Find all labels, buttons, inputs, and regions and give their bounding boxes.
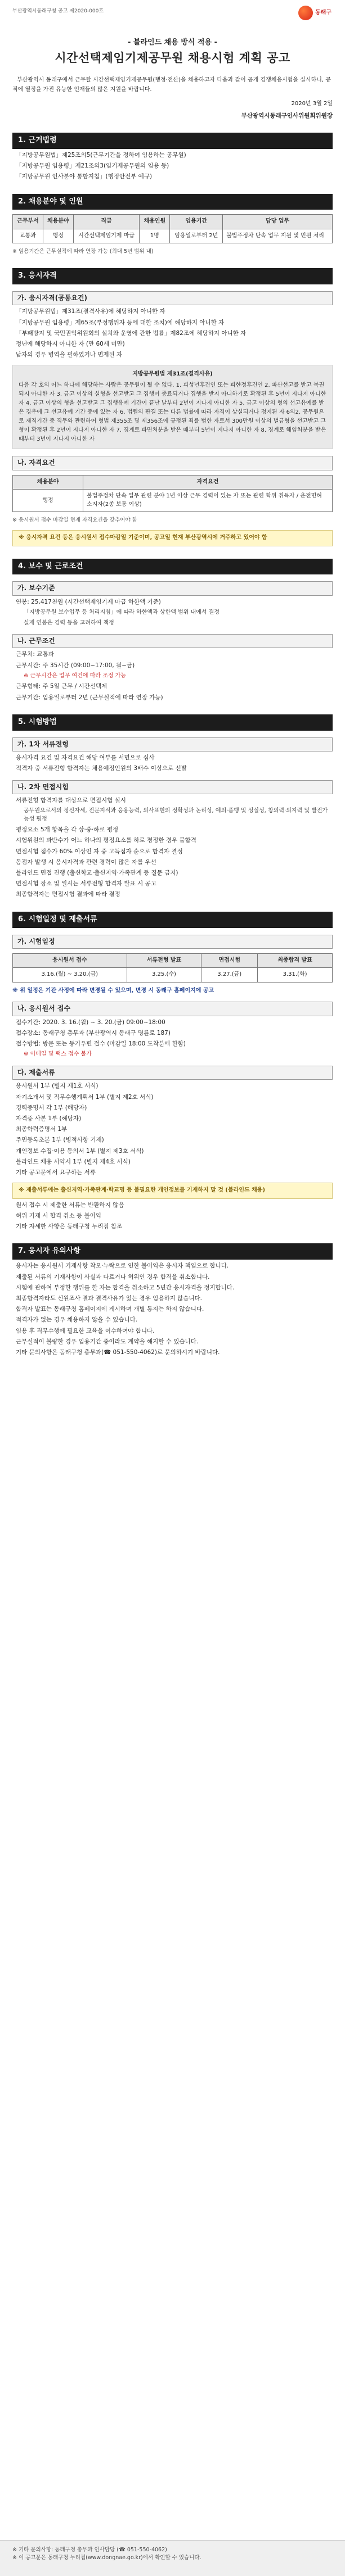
- list-item: 원서 접수 시 제출한 서류는 반환하지 않음: [16, 1201, 124, 1208]
- table-header-row: [13, 953, 333, 968]
- subsection-heading: 나. 응시원서 접수: [12, 1002, 333, 1016]
- table-row: [13, 490, 333, 512]
- table-cell: 불법주정차 단속 업무 지원 및 민원 처리: [223, 229, 333, 243]
- list-item: 허위 기재 시 합격 취소 등 불이익: [16, 1212, 101, 1220]
- list-item: 임용 후 직무수행에 필요한 교육을 이수하여야 합니다.: [16, 1327, 155, 1334]
- table-header: 자격요건: [83, 475, 332, 490]
- list-item: 제출된 서류의 기재사항이 사실과 다르거나 허위인 경우 합격을 취소합니다.: [16, 1273, 210, 1280]
- list-item: 시험위원의 과반수가 어느 하나의 평정요소를 하로 평정한 경우 불합격: [16, 837, 196, 844]
- table-cell: 1명: [140, 229, 170, 243]
- list-item: 동점자 발생 시 응시자격과 관련 경력이 많은 자를 우선: [16, 858, 156, 866]
- list-item: 근무시간: 주 35시간 (09:00~17:00, 월~금): [16, 662, 135, 669]
- list-item: 「지방공무원 임용령」제65조(부정행위자 등에 대한 조치)에 해당하지 아니한 자: [16, 319, 225, 326]
- list-item: 연봉: 25,417천원 (시간선택제임기제 마급 하한액 기준): [16, 598, 161, 605]
- list-item: 개인정보 수집·이용 동의서 1부 (별지 제3호 서식): [16, 1147, 144, 1155]
- notice-number: 부산광역시동래구청 공고 제2020-000호: [12, 8, 104, 14]
- section-heading: 3. 응시자격: [12, 268, 333, 284]
- list-item: 자격증 사본 1부 (해당자): [16, 1115, 82, 1122]
- table-cell: 시간선택제임기제 마급: [73, 229, 140, 243]
- section-heading: 2. 채용분야 및 인원: [12, 194, 333, 210]
- list-item: 적격자 중 서류전형 합격자는 채용예정인원의 3배수 이상으로 선발: [16, 765, 187, 772]
- subsection-heading: 가. 1차 서류전형: [12, 737, 333, 751]
- list-item: 근무형태: 주 5일 근무 / 시간선택제: [16, 683, 107, 690]
- list-item: 「지방공무원법」제31조(결격사유)에 해당하지 아니한 자: [16, 308, 165, 315]
- requirements-table: [12, 475, 333, 513]
- table-header: 임용기간: [170, 215, 223, 229]
- logo: [298, 6, 331, 20]
- table-note: ※ 응시원서 접수 마감일 현재 자격요건을 갖추어야 함: [12, 517, 137, 524]
- list-item: 공무원으로서의 정신자세, 전문지식과 응용능력, 의사표현의 정확성과 논리성, 예의·품행 및 성실성, 창의력·의지력 및 발전가능성 평정: [24, 808, 328, 822]
- subsection-heading: 가. 응시자격(공통요건): [12, 291, 333, 305]
- list-item: 접수기간: 2020. 3. 16.(월) ~ 3. 20.(금) 09:00~18:00: [16, 1018, 165, 1026]
- table-row: [13, 229, 333, 243]
- subsection-heading: 나. 근무조건: [12, 634, 333, 648]
- list-item: 서류전형 합격자를 대상으로 면접시험 실시: [16, 796, 126, 804]
- list-item: 최종합격자라도 신원조사 결과 결격사유가 있는 경우 임용하지 않습니다.: [16, 1294, 202, 1302]
- table-header: 근무부서: [13, 215, 43, 229]
- list-item: 기타 자세한 사항은 동래구청 누리집 참조: [16, 1223, 123, 1230]
- disqualification-box: [12, 365, 333, 449]
- section-heading: 6. 시험일정 및 제출서류: [12, 912, 333, 928]
- list-item: 경력증명서 각 1부 (해당자): [16, 1104, 87, 1111]
- table-note: ※ 임용기간은 근무실적에 따라 연장 가능 (최대 5년 범위 내): [12, 248, 154, 255]
- table-header: 채용분야: [43, 215, 73, 229]
- table-header-row: [13, 475, 333, 490]
- logo-text: 동래구: [315, 9, 331, 16]
- subsection-heading: 가. 보수기준: [12, 581, 333, 595]
- table-cell: 3.25.(수): [127, 968, 201, 983]
- list-item: 실제 연봉은 경력 등을 고려하여 책정: [24, 619, 114, 626]
- list-item: 면접시험 점수가 60% 이상인 자 중 고득점자 순으로 합격자 결정: [16, 848, 183, 855]
- list-item: 남자의 경우 병역을 필하였거나 면제된 자: [16, 351, 123, 359]
- subsection-heading: 다. 제출서류: [12, 1066, 333, 1080]
- table-header: 채용분야: [13, 475, 83, 490]
- list-item: 정년에 해당하지 아니한 자 (만 60세 미만): [16, 341, 125, 348]
- table-header: 채용인원: [140, 215, 170, 229]
- page-title: 시간선택제임기제공무원 채용시험 계획 공고: [55, 51, 290, 65]
- table-header: 면접시험: [201, 953, 258, 968]
- announcement-date: 2020년 3월 2일: [291, 101, 333, 107]
- intro-paragraph: 부산광역시 동래구에서 근무할 시간선택제임기제공무원(행정·전산)을 채용하고자 다음과 같이 공개 경쟁채용시험을 실시하니, 공직에 열정을 가진 유능한 인재들의 많은 지원을 바랍니다.: [12, 77, 331, 93]
- box-text: 다음 각 호의 어느 하나에 해당하는 사람은 공무원이 될 수 없다. 1. 피성년후견인 또는 피한정후견인 2. 파산선고를 받고 복권되지 아니한 자 3. 금고 이상의 실형을 선고받고 그 집행이 종료되거나 집행을 받지 아니하기로 확정된 후 5년이 지나지 아니한 자 4. 금고 이상의 형을 선고받고 그 집행유예 기간이 끝난 날부터 2년이 지나지 아니한 자 5. 금고 이상의 형의 선고유예를 받은 경우에 그 선고유예 기간 중에 있는 자 6. 법원의 판결 또는 다른 법률에 따라 자격이 상실되거나 정지된 자 6의2. 공무원으로 재직기간 중 직무와 관련하여 형법 제355조 및 제356조에 규정된 죄를 범한 자로서 300만원 이상의 벌금형을 선고받고 그 형이 확정된 후 2년이 지나지 아니한 자 7. 징계로 파면처분을 받은 때부터 5년이 지나지 아니한 자 8. 징계로 해임처분을 받은 때부터 3년이 지나지 아니한 자: [19, 382, 326, 443]
- title-subtitle: - 블라인드 채용 방식 적용 -: [127, 38, 217, 47]
- list-item: 평정요소 5개 항목을 각 상·중·하로 평정: [16, 826, 119, 834]
- section-heading: 7. 응시자 유의사항: [12, 1243, 333, 1260]
- subsection-heading: 나. 자격요건: [12, 456, 333, 470]
- footer-line: ※ 기타 문의사항: 동래구청 총무과 인사담당 (☎ 051-550-4062): [12, 2547, 167, 2553]
- list-item: 면접시험 장소 및 일시는 서류전형 합격자 발표 시 공고: [16, 880, 156, 888]
- issuing-organization: 부산광역시동래구인사위원회위원장: [241, 112, 333, 119]
- table-cell: 행정: [13, 490, 83, 512]
- table-header: 최종합격 발표: [258, 953, 333, 968]
- title-block: [12, 38, 333, 66]
- footer-line: ※ 이 공고문은 동래구청 누리집(www.dongnae.go.kr)에서 확인할 수 있습니다.: [12, 2554, 201, 2561]
- list-item: 「지방공무원 임용령」제21조의3(임기제공무원의 임용 등): [16, 162, 169, 170]
- table-cell: 불법주정차 단속 업무 관련 분야 1년 이상 근무 경력이 있는 자 또는 관련 학위 취득자 / 운전면허 소지자(2종 보통 이상): [83, 490, 332, 512]
- schedule-table: [12, 953, 333, 983]
- list-item: 「부패방지 및 국민권익위원회의 설치와 운영에 관한 법률」제82조에 해당하지 아니한 자: [16, 329, 247, 337]
- section-heading: 4. 보수 및 근로조건: [12, 559, 333, 575]
- list-item: 블라인드 면접 진행 (출신학교·출신지역·가족관계 등 질문 금지): [16, 870, 178, 877]
- logo-icon: [298, 6, 313, 20]
- list-item: 기타 문의사항은 동래구청 총무과(☎ 051-550-4062)로 문의하시기 바랍니다.: [16, 1349, 220, 1356]
- list-item: ※ 근무시간은 업무 여건에 따라 조정 가능: [24, 672, 127, 679]
- table-header: 직급: [73, 215, 140, 229]
- highlight-note: ※ 제출서류에는 출신지역·가족관계·학교명 등 불필요한 개인정보를 기재하지 말 것 (블라인드 채용): [12, 1183, 333, 1199]
- list-item: 기타 공고문에서 요구하는 서류: [16, 1169, 96, 1176]
- table-cell: 3.31.(화): [258, 968, 333, 983]
- section-heading: 5. 시험방법: [12, 714, 333, 731]
- section-heading: 1. 근거법령: [12, 133, 333, 149]
- table-header: 응시원서 접수: [13, 953, 127, 968]
- list-item: 최종합격자는 면접시험 결과에 따라 결정: [16, 891, 120, 898]
- schedule-note: ※ 위 일정은 기관 사정에 따라 변경될 수 있으며, 변경 시 동래구 홈페이지에 공고: [12, 987, 214, 994]
- highlight-note: ※ 응시자격 요건 등은 응시원서 접수마감일 기준이며, 공고일 현재 부산광역시에 거주하고 있어야 함: [12, 530, 333, 546]
- recruitment-table: [12, 214, 333, 243]
- list-item: 최종학력증명서 1부: [16, 1126, 68, 1133]
- list-item: 시험에 관하여 부정한 행위를 한 자는 합격을 취소하고 5년간 응시자격을 정지합니다.: [16, 1284, 235, 1291]
- list-item: 「지방공무원 보수업무 등 처리지침」에 따라 하한액과 상한액 범위 내에서 결정: [24, 609, 220, 616]
- list-item: 블라인드 채용 서약서 1부 (별지 제4호 서식): [16, 1158, 131, 1165]
- list-item: 「지방공무원 인사분야 통합지침」(행정안전부 예규): [16, 173, 153, 180]
- list-item: 자기소개서 및 직무수행계획서 1부 (별지 제2호 서식): [16, 1093, 154, 1101]
- table-header: 서류전형 발표: [127, 953, 201, 968]
- subsection-heading: 가. 시험일정: [12, 935, 333, 949]
- list-item: 응시자는 응시원서 기재사항 착오·누락으로 인한 불이익은 응시자 책임으로 합니다.: [16, 1262, 229, 1270]
- table-cell: 3.27.(금): [201, 968, 258, 983]
- list-item: 응시원서 1부 (별지 제1호 서식): [16, 1083, 98, 1090]
- table-header: 담당 업무: [223, 215, 333, 229]
- subsection-heading: 나. 2차 면접시험: [12, 780, 333, 794]
- list-item: 근무기간: 임용일로부터 2년 (근무실적에 따라 연장 가능): [16, 694, 163, 701]
- list-item: 적격자가 없는 경우 채용하지 않을 수 있습니다.: [16, 1316, 138, 1324]
- list-item: 접수방법: 방문 또는 등기우편 접수 (마감일 18:00 도착분에 한함): [16, 1040, 186, 1048]
- list-item: 근무실적이 불량한 경우 임용기간 중이라도 계약을 해지할 수 있습니다.: [16, 1338, 199, 1345]
- table-row: [13, 968, 333, 983]
- table-cell: 행정: [43, 229, 73, 243]
- list-item: 접수장소: 동래구청 총무과 (부산광역시 동래구 명륜로 187): [16, 1030, 171, 1037]
- box-title: 지방공무원법 제31조(결격사유): [132, 371, 213, 378]
- table-cell: 교통과: [13, 229, 43, 243]
- list-item: 응시자격 요건 및 자격요건 해당 여부를 서면으로 심사: [16, 754, 155, 762]
- table-cell: 3.16.(월) ~ 3.20.(금): [13, 968, 127, 983]
- footer: [0, 2540, 345, 2576]
- list-item: ※ 이메일 및 팩스 접수 불가: [24, 1051, 92, 1058]
- table-header-row: [13, 215, 333, 229]
- table-cell: 임용일로부터 2년: [170, 229, 223, 243]
- list-item: 근무처: 교통과: [16, 651, 54, 658]
- list-item: 「지방공무원법」제25조의5(근무기간을 정하여 임용하는 공무원): [16, 151, 186, 159]
- list-item: 합격자 발표는 동래구청 홈페이지에 게시하며 개별 통지는 하지 않습니다.: [16, 1306, 204, 1313]
- list-item: 주민등록초본 1부 (병적사항 기재): [16, 1137, 104, 1144]
